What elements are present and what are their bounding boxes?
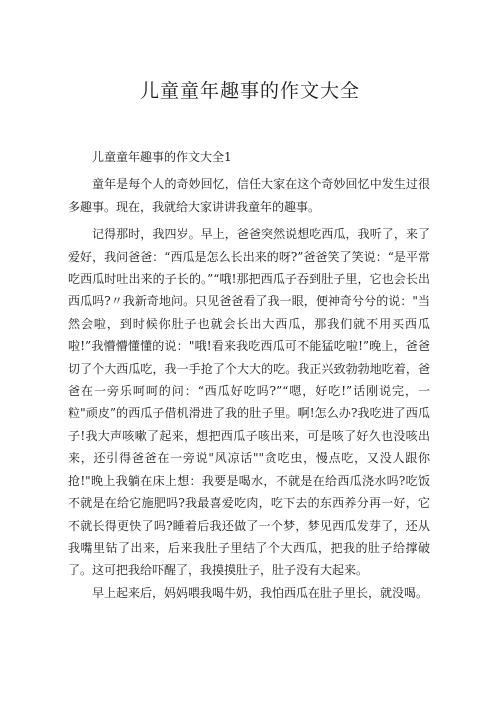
document-body	[68, 146, 430, 604]
section-heading: 儿童童年趣事的作文大全1	[92, 150, 232, 164]
paragraph-ending: 早上起来后，妈妈喂我喝牛奶，我怕西瓜在肚子里长，就没喝。	[92, 585, 429, 600]
document-title: 儿童童年趣事的作文大全	[139, 80, 360, 102]
paragraph-intro: 童年是每个人的奇妙回忆，信任大家在这个奇妙回忆中发生过很多趣事。现在，我就给大家讲讲我童年的趣事。	[68, 177, 430, 214]
paragraph-story: 记得那时，我四岁。早上，爸爸突然说想吃西瓜，我听了，来了爱好，我问爸爸：“西瓜是怎么长出来的呀?”爸爸笑了笑说：“是平常吃西瓜时吐出来的子长的。”“哦!那把西瓜子吞到肚子里，它也会长出西瓜吗?〃我新奇地问。只见爸爸看了我一眼，便神奇兮兮的说："当然会啦，到时候你肚子也就会长出大西瓜，那我们就不用买西瓜啦!”我懵懵懂懂的说："哦!看来我吃西瓜可不能猛吃啦!”晚上，爸爸切了个大西瓜吃，我一手抢了个大大的吃。我正兴致勃勃地吃着，爸爸在一旁乐呵呵的问：“西瓜好吃吗?”“嗯，好吃!”话刚说完，一粒"顽皮”的西瓜子借机滑进了我的肚子里。啊!怎么办?我吃进了西瓜子!我大声咳嗽了起来，想把西瓜子咳出来，可是咳了好久也没咳出来，还引得爸爸在一旁说"风凉话""贪吃虫，慢点吃，又没人跟你抢!"晚上我躺在床上想：我要是喝水，不就是在给西瓜浇水吗?吃饭不就是在给它施肥吗?我最喜爱吃肉，吃下去的东西养分再一好，它不就长得更快了吗?睡着后我还做了一个梦，梦见西瓜发芽了，还从我嘴里钻了出来，后来我肚子里结了个大西瓜，把我的肚子给撑破了。这可把我给吓醒了，我摸摸肚子，肚子没有大起来。	[68, 227, 430, 578]
